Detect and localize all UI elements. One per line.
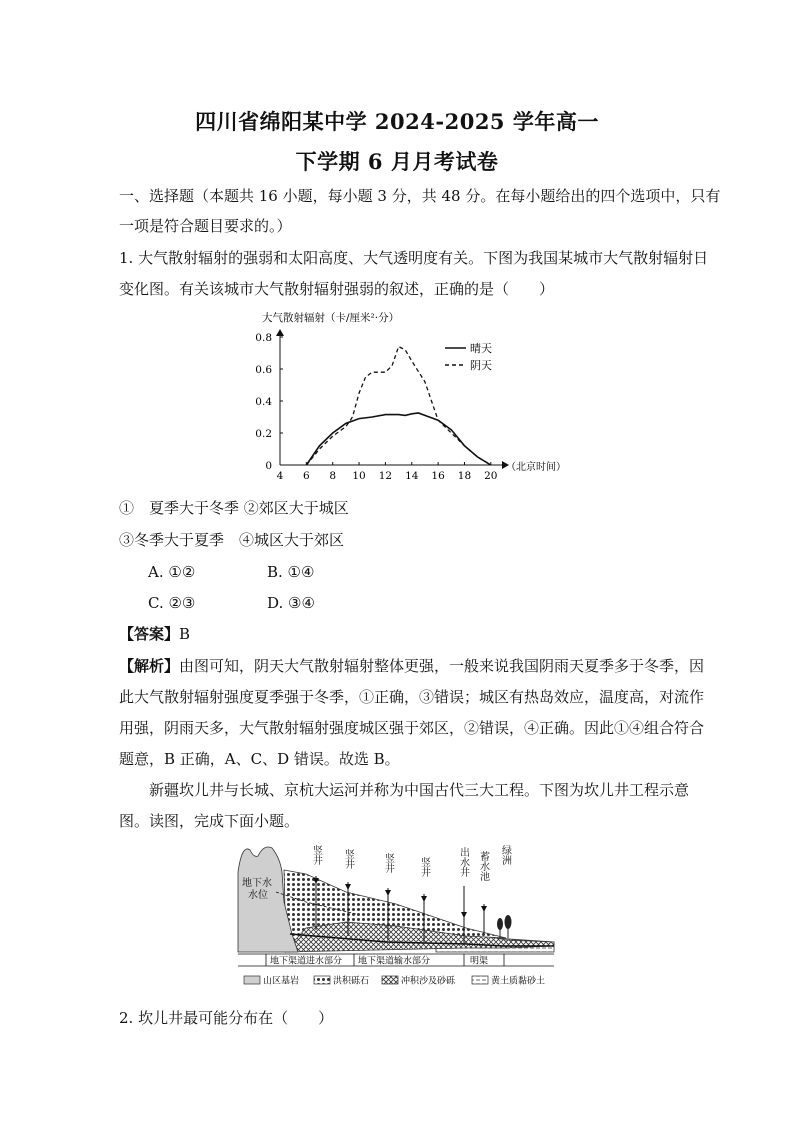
y-tick-label: 0 [265,460,272,472]
vertical-label-char: 蓄 [480,852,490,863]
karez-diagram [236,842,560,990]
vertical-label-char: 洲 [502,856,512,867]
shaft-label-2 [345,848,355,871]
y-tick-label: 0.8 [255,332,272,344]
shaft-label-1 [313,844,323,867]
legend-swatch-alluvial [382,976,398,984]
chart-ylabel: 大气散射辐射（卡/厘米²·分） [262,312,400,324]
x-tick-label: 16 [431,470,445,482]
x-tick-label: 18 [457,470,472,482]
section-heading-line2: 一项是符合题目要求的。） [119,217,292,235]
question1-option-b[interactable]: B. ①④ [267,563,315,581]
arrow-icon [421,896,427,902]
question1-answer [119,624,679,644]
diagram-legend [244,975,545,987]
vertical-label-char: 竖 [313,846,323,857]
oasis-trees [497,915,512,938]
question1-analysis-line3: 用强，阴雨天多，大气散射辐射强度城区强于郊区，②错误，④正确。因此①④组合符合 [119,719,705,737]
answer-tag: 【答案】 [119,625,180,643]
water-table-label-part: 水位 [248,890,268,901]
legend-label-1: 晴天 [470,342,492,355]
passage-line2: 图。读图，完成下面小题。 [119,812,300,830]
vertical-label-char: 出 [460,848,470,859]
vertical-label-char: 井 [421,868,431,879]
arrow-icon [461,912,467,918]
segment-transport: 地下渠道输水部分 [358,956,431,967]
section-heading-line1: 一、选择题（本题共 16 小题，每小题 3 分，共 48 分。在每小题给出的四个选项中，只有 [119,187,721,205]
question1-option-c[interactable]: C. ②③ [148,594,196,612]
x-tick-label: 14 [405,470,419,482]
analysis-text-1: 由图可知，阴天大气散射辐射整体更强，一般来说我国阴雨天夏季多于冬季，因 [179,657,705,675]
series-line-2 [306,347,490,465]
vertical-label-char: 竖 [385,854,395,865]
chart-xlabel: （北京时间） [506,462,566,473]
outlet-label [460,846,470,879]
vertical-label-char: 井 [460,868,470,879]
vertical-label-char: 竖 [421,858,431,869]
vertical-label-char: 池 [480,872,490,883]
analysis-tag: 【解析】 [119,657,180,675]
segment-bar [238,954,554,967]
pool-label [480,850,490,883]
vertical-label-char: 水 [480,862,490,873]
segment-intake: 地下渠道进水部分 [270,956,343,967]
tree-icon [505,915,512,929]
shaft-label-3 [385,852,395,875]
y-tick-label: 0.2 [255,428,272,440]
oasis-label [502,845,512,867]
x-tick-label: 20 [484,470,498,482]
y-tick-label: 0.6 [255,364,272,376]
legend-swatch-bedrock [244,976,260,984]
vertical-label-char: 井 [345,860,355,871]
question1-option-d[interactable]: D. ③④ [267,594,315,612]
answer-value: B [179,625,191,643]
segment-open-channel: 明渠 [470,956,489,967]
x-tick-label: 10 [352,470,366,482]
vertical-label-char: 井 [313,856,323,867]
x-tick-label: 8 [329,470,337,482]
legend-alluvial: 冲积沙及砂砾 [401,976,456,987]
water-table-label-part: 地下水 [242,878,272,889]
exam-title-line2: 下学期 6 月月考试卷 [295,149,499,174]
legend-loess: 黄土质黏砂土 [491,976,546,987]
vertical-label-text [385,852,395,875]
x-tick-label: 6 [303,470,310,482]
x-tick-label: 4 [276,470,284,482]
chart-legend [445,341,492,372]
vertical-label-char: 井 [385,864,395,875]
question1-stem-line2: 变化图。有关该城市大气散射辐射强弱的叙述，正确的是（ ） [119,280,555,298]
vertical-label-text [313,844,323,867]
question1-analysis-line2: 此大气散射辐射强度夏季强于冬季，①正确，③错误；城区有热岛效应，温度高，对流作 [119,688,705,706]
vertical-label-text [460,846,470,879]
passage-line1: 新疆坎儿井与长城、京杭大运河并称为中国古代三大工程。下图为坎儿井工程示意 [149,781,690,799]
legend-label-2: 阴天 [470,359,492,372]
shaft-label-4 [421,856,431,879]
question1-items-line1: ① 夏季大于冬季 ②郊区大于城区 [119,499,349,517]
question1-option-a[interactable]: A. ①② [148,563,196,581]
legend-swatch-loess [472,976,488,984]
vertical-label-char: 竖 [345,850,355,861]
arrow-icon [345,884,351,890]
vertical-label-text [480,850,490,883]
series-line-1 [306,413,490,465]
arrow-icon [385,890,391,896]
vertical-label-text [502,845,512,867]
question1-analysis-line4: 题意，B 正确，A、C、D 错误。故选 B。 [119,750,400,768]
question1-stem-line1: 1. 大气散射辐射的强弱和太阳高度、大气透明度有关。下图为我国某城市大气散射辐射日 [119,249,709,267]
vertical-label-char: 水 [460,858,470,869]
radiation-line-chart [240,308,566,486]
vertical-label-text [421,856,431,879]
legend-swatch-gravel [314,976,330,984]
question1-analysis-line1 [119,656,705,676]
y-tick-label: 0.4 [255,396,272,408]
x-tick-label: 12 [378,470,393,482]
chart-series-group [306,347,490,465]
question1-items-line2: ③冬季大于夏季 ④城区大于郊区 [119,531,345,549]
arrow-icon [481,906,487,912]
exam-title-line1: 四川省绵阳某中学 2024-2025 学年高一 [195,109,599,134]
legend-gravel: 洪积砾石 [333,976,370,987]
question2-stem: 2. 坎儿井最可能分布在（ ） [119,1009,334,1027]
vertical-label-char: 绿 [502,846,512,857]
vertical-label-text [345,848,355,871]
legend-bedrock: 山区基岩 [263,976,300,987]
